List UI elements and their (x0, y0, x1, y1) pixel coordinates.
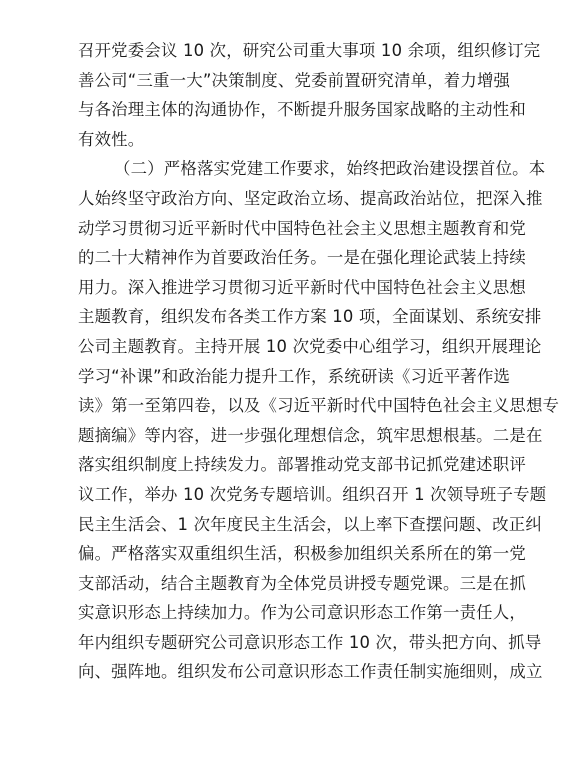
text-line: 人始终坚守政治方向、坚定政治立场、提高政治站位，把深入推 (78, 188, 543, 208)
text-line: 民主生活会、1 次年度民主生活会，以上率下查摆问题、改正纠 (78, 514, 542, 534)
text-line: 动学习贯彻习近平新时代中国特色社会主义思想主题教育和党 (78, 218, 526, 238)
text-line: 善公司“三重一大”决策制度、党委前置研究清单，着力增强 (78, 70, 511, 90)
text-line: 读》第一至第四卷，以及《习近平新时代中国特色社会主义思想专 (78, 396, 560, 416)
text-line: 有效性。 (78, 129, 145, 149)
text-line: 向、强阵地。组织发布公司意识形态工作责任制实施细则，成立 (78, 662, 543, 682)
text-line: 主题教育，组织发布各类工作方案 10 项，全面谋划、系统安排 (78, 307, 542, 327)
text-line: 学习“补课”和政治能力提升工作，系统研读《习近平著作选 (78, 366, 511, 386)
text-line: 议工作，举办 10 次党务专题培训。组织召开 1 次领导班子专题 (78, 484, 547, 504)
text-line: 题摘编》等内容，进一步强化理想信念，筑牢思想根基。二是在 (78, 425, 543, 445)
paragraph-2 (78, 154, 560, 687)
text-line: 年内组织专题研究公司意识形态工作 10 次，带头把方向、抓导 (78, 632, 542, 652)
paragraph-1 (78, 36, 541, 154)
text-line: （二）严格落实党建工作要求，始终把政治建设摆首位。本 (114, 159, 546, 179)
text-line: 召开党委会议 10 次，研究公司重大事项 10 余项，组织修订完 (78, 41, 541, 60)
text-line: 与各治理主体的沟通协作，不断提升服务国家战略的主动性和 (78, 100, 526, 120)
text-line: 用力。深入推进学习贯彻习近平新时代中国特色社会主义思想 (78, 277, 526, 297)
text-line: 偏。严格落实双重组织生活，积极参加组织关系所在的第一党 (78, 544, 526, 564)
text-line: 支部活动，结合主题教育为全体党员讲授专题党课。三是在抓 (78, 573, 526, 593)
text-line: 公司主题教育。主持开展 10 次党委中心组学习，组织开展理论 (78, 336, 542, 356)
text-line: 落实组织制度上持续发力。部署推动党支部书记抓党建述职评 (78, 455, 526, 475)
text-line: 实意识形态上持续加力。作为公司意识形态工作第一责任人， (78, 603, 526, 623)
text-line: 的二十大精神作为首要政治任务。一是在强化理论武装上持续 (78, 248, 526, 268)
